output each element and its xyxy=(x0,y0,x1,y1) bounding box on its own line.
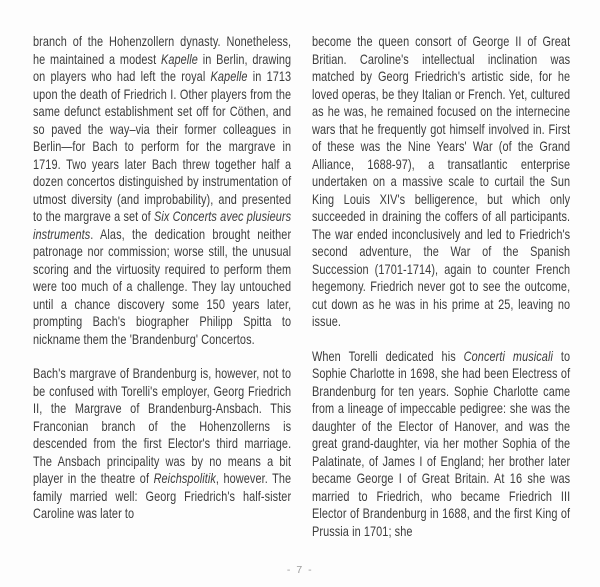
text-segment: When Torelli dedicated his xyxy=(312,347,464,364)
right-column-text xyxy=(312,33,570,540)
page-number: - 7 - xyxy=(286,564,314,576)
left-column-text xyxy=(33,33,291,523)
italic-text: Reichspolitik xyxy=(153,470,216,486)
right-column xyxy=(312,33,570,557)
text-segment: . Alas, the dedication brought neither patronage nor commission; worse still, the unusual scoring and the virtuosity required to perform them were too much of a challenge. They lay untouched until a chance discovery some 150 years later, prompting Bach's biographer Philipp Spitta to nickname them the 'Brandenburg' Concertos. xyxy=(33,225,292,347)
text-columns xyxy=(33,33,570,557)
paragraph xyxy=(312,348,570,541)
italic-text: Kapelle xyxy=(160,50,198,67)
text-segment: in 1713 upon the death of Friedrich I. Other players from the same defunct establishment set off for Cöthen, and so paved the way–via their former colleagues in Berlin—for Bach to perform for the margrave in 1719. Two years later Bach threw together half a dozen concertos distinguished by instrumentation of utmost diversity (and improbability), and presented to the margrave a set of xyxy=(33,68,292,224)
text-segment: to Sophie Charlotte in 1698, she had been Electress of Brandenburg for ten years. Sophie Charlotte came from a lineage of impeccable pedigree: she was the daughter of the Elector of Hanover, and was the great grand-daughter, via her mother Sophia of the Palatinate, of James I of England; her brother later became George I of Great Britain. At 16 she was married to Friedrich, who became Friedrich III Elector of Brandenburg in 1688, and the first King of Prussia in 1701; she xyxy=(312,347,571,539)
italic-text: Six Concerts avec plusieurs instruments xyxy=(33,208,292,242)
text-segment: , however. The family married well: Georg Friedrich's half-sister Caroline was later to xyxy=(33,470,292,521)
text-segment: branch of the Hohenzollern dynasty. Nonetheless, he maintained a modest xyxy=(33,33,292,67)
text-segment: in Berlin, drawing on players who had left the royal xyxy=(33,50,292,84)
left-column xyxy=(33,33,291,557)
italic-text: Concerti musicali xyxy=(463,347,553,364)
text-segment: Bach's margrave of Brandenburg is, however, not to be confused with Torelli's employer, Georg Friedrich II, the Margrave of Brandenburg-Ansbach. This Franconian branch of the Hohenzollerns is descended from the first Elector's third marriage. The Ansbach principality was by no means a bit player in the theatre of xyxy=(33,365,292,486)
paragraph xyxy=(312,33,570,331)
italic-text: Kapelle xyxy=(210,68,248,84)
text-segment: become the queen consort of George II of Great Britian. Caroline's intellectual inclination was matched by Georg Friedrich's artistic side, for he loved operas, be they Italian or French. Yet, cultured as he was, he remained focused on the internecine wars that he frequently got himself involved in. First of these was the Nine Years' War (of the Grand Alliance, 1688-97), a transatlantic enterprise undertaken on a massive scale to curtail the Sun King Louis XIV's belligerence, but which only succeeded in draining the coffers of all participants. The war ended inconclusively and led to Friedrich's second adventure, the War of the Spanish Succession (1701-1714), again to counter French hegemony. Friedrich never got to see the outcome, cut down as he was in his prime at 25, leaving no issue. xyxy=(312,33,571,329)
paragraph xyxy=(33,365,291,523)
paragraph xyxy=(33,33,291,348)
